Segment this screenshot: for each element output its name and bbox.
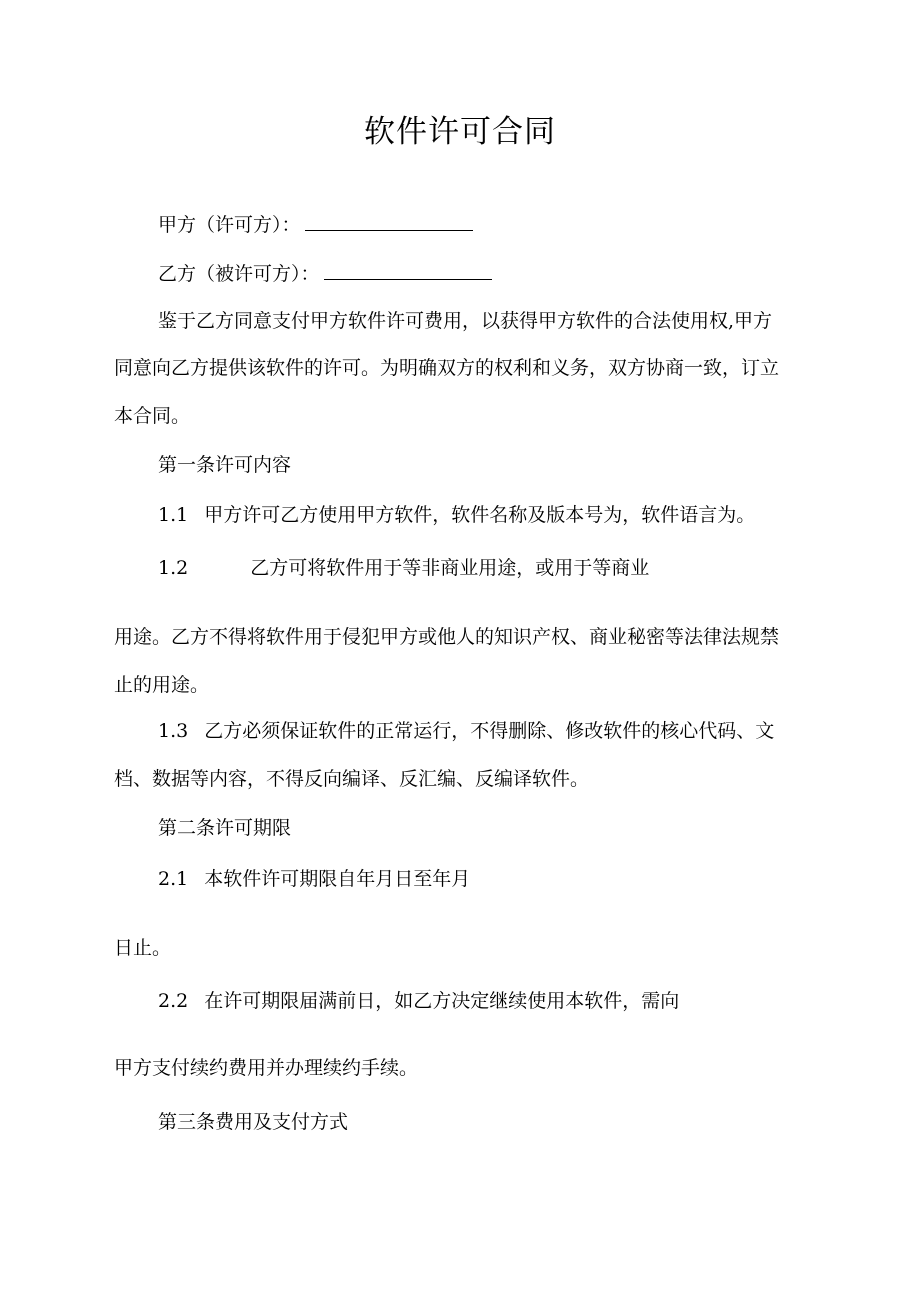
- preamble-line-3: 本合同。: [114, 405, 191, 427]
- party-a-blank: [305, 212, 473, 231]
- clause-2-1-continuation: 日止。: [114, 937, 172, 959]
- clause-1-3: [158, 716, 774, 746]
- clause-2-1-number: 2.1: [158, 868, 189, 890]
- clause-2-2-number: 2.2: [158, 990, 189, 1012]
- clause-1-3-number: 1.3: [158, 720, 189, 742]
- clause-1-2-continuation-2: 止的用途。: [114, 674, 210, 696]
- clause-1-1-number: 1.1: [158, 504, 189, 526]
- clause-2-2: [158, 986, 679, 1016]
- clause-1-2-continuation-1: 用途。乙方不得将软件用于侵犯甲方或他人的知识产权、商业秘密等法律法规禁: [114, 626, 780, 648]
- clause-2-2-continuation: 甲方支付续约费用并办理续约手续。: [114, 1057, 419, 1079]
- party-b-label: 乙方（被许可方）：: [158, 263, 320, 285]
- clause-1-1-text: 甲方许可乙方使用甲方软件，软件名称及版本号为，软件语言为。: [204, 504, 756, 526]
- party-b-blank: [324, 261, 492, 280]
- document-title: 软件许可合同: [364, 114, 556, 150]
- article-1-heading: 第一条许可内容: [158, 454, 292, 476]
- party-a-line: [158, 210, 473, 240]
- clause-2-1: [158, 864, 470, 894]
- clause-1-2-text: 乙方可将软件用于等非商业用途，或用于等商业: [250, 557, 650, 579]
- party-a-label: 甲方（许可方）：: [158, 214, 301, 236]
- clause-2-1-text: 本软件许可期限自年月日至年月: [204, 868, 471, 890]
- article-3-heading: 第三条费用及支付方式: [158, 1111, 349, 1133]
- clause-1-2-number: 1.2: [158, 557, 189, 579]
- article-2-heading: 第二条许可期限: [158, 817, 292, 839]
- clause-2-2-text: 在许可期限届满前日，如乙方决定继续使用本软件，需向: [204, 990, 680, 1012]
- clause-1-1: [158, 500, 755, 530]
- clause-1-3-continuation: 档、数据等内容，不得反向编译、反汇编、反编译软件。: [114, 768, 590, 790]
- clause-1-3-text: 乙方必须保证软件的正常运行，不得删除、修改软件的核心代码、文: [204, 720, 775, 742]
- party-b-line: [158, 259, 492, 289]
- clause-1-2: [158, 553, 649, 583]
- preamble-line-2: 同意向乙方提供该软件的许可。为明确双方的权利和义务，双方协商一致，订立: [114, 357, 780, 379]
- preamble-line-1: 鉴于乙方同意支付甲方软件许可费用，以获得甲方软件的合法使用权,甲方: [158, 310, 773, 332]
